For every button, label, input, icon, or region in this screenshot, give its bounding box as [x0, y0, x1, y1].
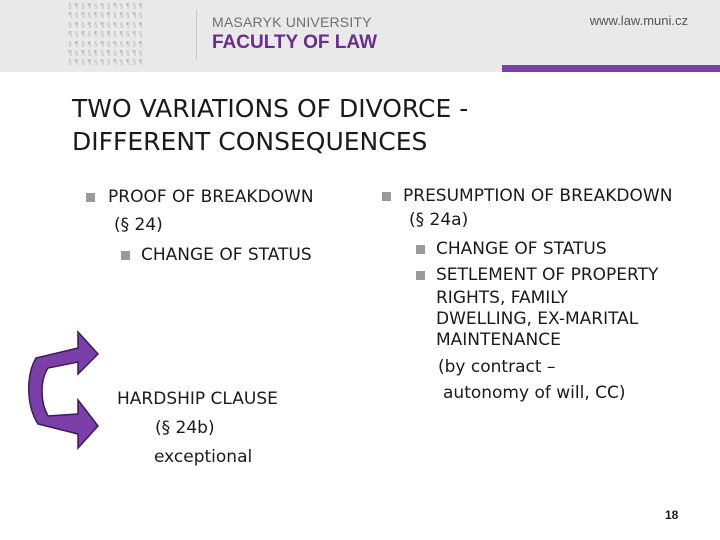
- website-url: www.law.muni.cz: [589, 13, 688, 28]
- page-number: 18: [665, 508, 679, 522]
- right-sub-item-2-line-4: MAINTENANCE: [436, 330, 561, 350]
- bullet-square-icon: [416, 245, 425, 254]
- hardship-clause-line-3: exceptional: [154, 447, 253, 467]
- bullet-square-icon: [382, 192, 391, 201]
- bullet-square-icon: [416, 271, 425, 280]
- bullet-square-icon: [86, 193, 95, 202]
- arrow-body: [29, 332, 98, 448]
- paragraph-pattern-logo: §¶§¶§¶§¶§¶§¶ ¶§¶§¶§¶§¶§¶§ §¶§¶§¶§¶§¶§¶ ¶§¶§¶§¶§¶§¶§ §¶§¶§¶§¶§¶§¶ ¶§¶§¶§¶§¶§¶§ §¶§¶§¶§¶§¶§¶: [68, 2, 145, 67]
- hardship-clause-line-2: (§ 24b): [155, 418, 215, 438]
- right-heading-line-1: PRESUMPTION OF BREAKDOWN: [403, 186, 673, 206]
- right-sub-item-2-line-1: SETLEMENT OF PROPERTY: [436, 265, 659, 285]
- logo-divider: [196, 10, 197, 60]
- title-line-1: TWO VARIATIONS OF DIVORCE -: [72, 94, 469, 123]
- right-sub-item-2-line-2: RIGHTS, FAMILY: [436, 288, 568, 308]
- university-name: MASARYK UNIVERSITY: [212, 14, 372, 30]
- accent-bar: [502, 65, 720, 72]
- left-heading-line-2: (§ 24): [114, 215, 163, 235]
- right-note-line-1: (by contract –: [438, 357, 556, 377]
- hardship-clause-line-1: HARDSHIP CLAUSE: [117, 389, 278, 409]
- title-line-2: DIFFERENT CONSEQUENCES: [72, 127, 428, 156]
- left-heading-line-1: PROOF OF BREAKDOWN: [108, 187, 314, 207]
- right-sub-item-1: CHANGE OF STATUS: [436, 239, 607, 259]
- slide-header: [0, 0, 720, 72]
- right-heading-line-2: (§ 24a): [409, 210, 469, 230]
- right-sub-item-2-line-3: DWELLING, EX-MARITAL: [436, 309, 639, 329]
- curved-arrow-icon: [22, 330, 100, 450]
- slide-title: [72, 92, 672, 158]
- bullet-square-icon: [121, 251, 130, 260]
- faculty-name: FACULTY OF LAW: [212, 32, 378, 53]
- left-sub-item: CHANGE OF STATUS: [141, 245, 312, 265]
- right-note-line-2: autonomy of will, CC): [443, 383, 626, 403]
